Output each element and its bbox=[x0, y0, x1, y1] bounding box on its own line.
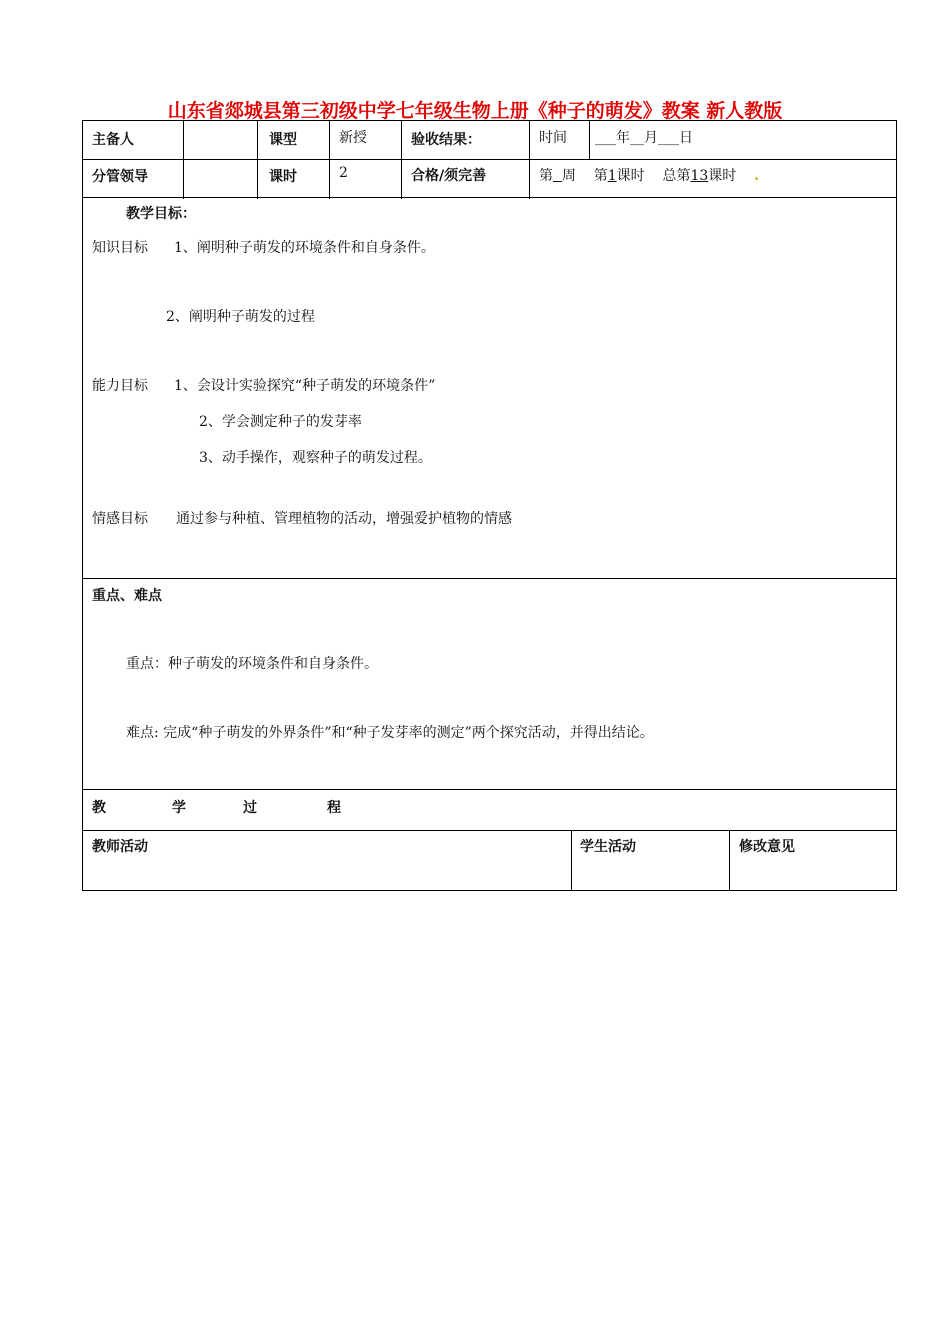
header-table bbox=[82, 120, 897, 198]
col-divider bbox=[257, 121, 258, 199]
week-blank bbox=[553, 168, 562, 184]
preparer-label: 主备人 bbox=[92, 132, 134, 148]
revision-notes-header: 修改意见 bbox=[739, 839, 795, 855]
check-result-label: 验收结果： bbox=[411, 132, 481, 148]
total-prefix: 总第 bbox=[662, 168, 691, 184]
total-suffix: 课时 bbox=[708, 168, 737, 184]
col-divider bbox=[589, 121, 590, 159]
date-value: ___年__月___日 bbox=[595, 130, 693, 146]
teacher-activity-header: 教师活动 bbox=[92, 839, 148, 855]
lesson-prefix: 第 bbox=[593, 168, 608, 184]
process-heading-char-2: 学 bbox=[172, 800, 186, 816]
objectives-section bbox=[82, 198, 897, 579]
week-prefix: 第 bbox=[539, 168, 553, 184]
difficult-point-text: 难点: 完成“种子萌发的外界条件”和“种子发芽率的测定”两个探究活动，并得出结论。 bbox=[126, 725, 654, 741]
student-activity-header: 学生活动 bbox=[580, 839, 636, 855]
key-points-section bbox=[82, 578, 897, 790]
knowledge-label: 知识目标 bbox=[92, 240, 148, 256]
knowledge-item-2: 2、阐明种子萌发的过程 bbox=[166, 309, 315, 325]
objectives-heading: 教学目标： bbox=[126, 206, 196, 222]
key-points-heading: 重点、难点 bbox=[92, 588, 162, 604]
activity-table bbox=[82, 830, 897, 891]
lesson-suffix: 课时 bbox=[616, 168, 645, 184]
lesson-number: 1 bbox=[607, 168, 617, 184]
col-divider bbox=[329, 121, 330, 199]
col-divider bbox=[183, 121, 184, 199]
ability-item-1: 1、会设计实验探究“种子萌发的环境条件” bbox=[174, 378, 436, 394]
document-title: 山东省郯城县第三初级中学七年级生物上册《种子的萌发》教案 新人教版 bbox=[167, 100, 783, 122]
time-label: 时间 bbox=[539, 130, 567, 146]
ability-label: 能力目标 bbox=[92, 378, 148, 394]
key-point-text: 重点：种子萌发的环境条件和自身条件。 bbox=[126, 656, 378, 672]
process-heading-char-1: 教 bbox=[92, 800, 106, 816]
schedule-info bbox=[539, 165, 759, 185]
emotion-text: 通过参与种植、管理植物的活动，增强爱护植物的情感 bbox=[176, 511, 512, 527]
ability-item-3: 3、动手操作，观察种子的萌发过程。 bbox=[199, 450, 432, 466]
week-suffix: 周 bbox=[561, 168, 576, 184]
col-divider bbox=[529, 121, 530, 199]
lesson-type-value: 新授 bbox=[339, 130, 367, 146]
process-heading-char-4: 程 bbox=[327, 800, 341, 816]
col-divider bbox=[729, 831, 730, 890]
process-heading-row bbox=[82, 789, 897, 831]
leader-label: 分管领导 bbox=[92, 169, 148, 185]
col-divider bbox=[401, 121, 402, 199]
col-divider bbox=[571, 831, 572, 890]
mark-dot: . bbox=[754, 168, 759, 184]
lesson-type-label: 课型 bbox=[269, 132, 297, 148]
total-number: 13 bbox=[690, 168, 709, 184]
knowledge-item-1: 1、阐明种子萌发的环境条件和自身条件。 bbox=[174, 240, 435, 256]
emotion-label: 情感目标 bbox=[92, 511, 148, 527]
row-divider bbox=[529, 159, 896, 160]
class-hours-value: 2 bbox=[339, 165, 348, 181]
process-heading-char-3: 过 bbox=[243, 800, 257, 816]
pass-status-label: 合格/须完善 bbox=[411, 168, 487, 184]
row-divider bbox=[83, 159, 529, 160]
class-hours-label: 课时 bbox=[269, 169, 297, 185]
ability-item-2: 2、学会测定种子的发芽率 bbox=[199, 414, 362, 430]
